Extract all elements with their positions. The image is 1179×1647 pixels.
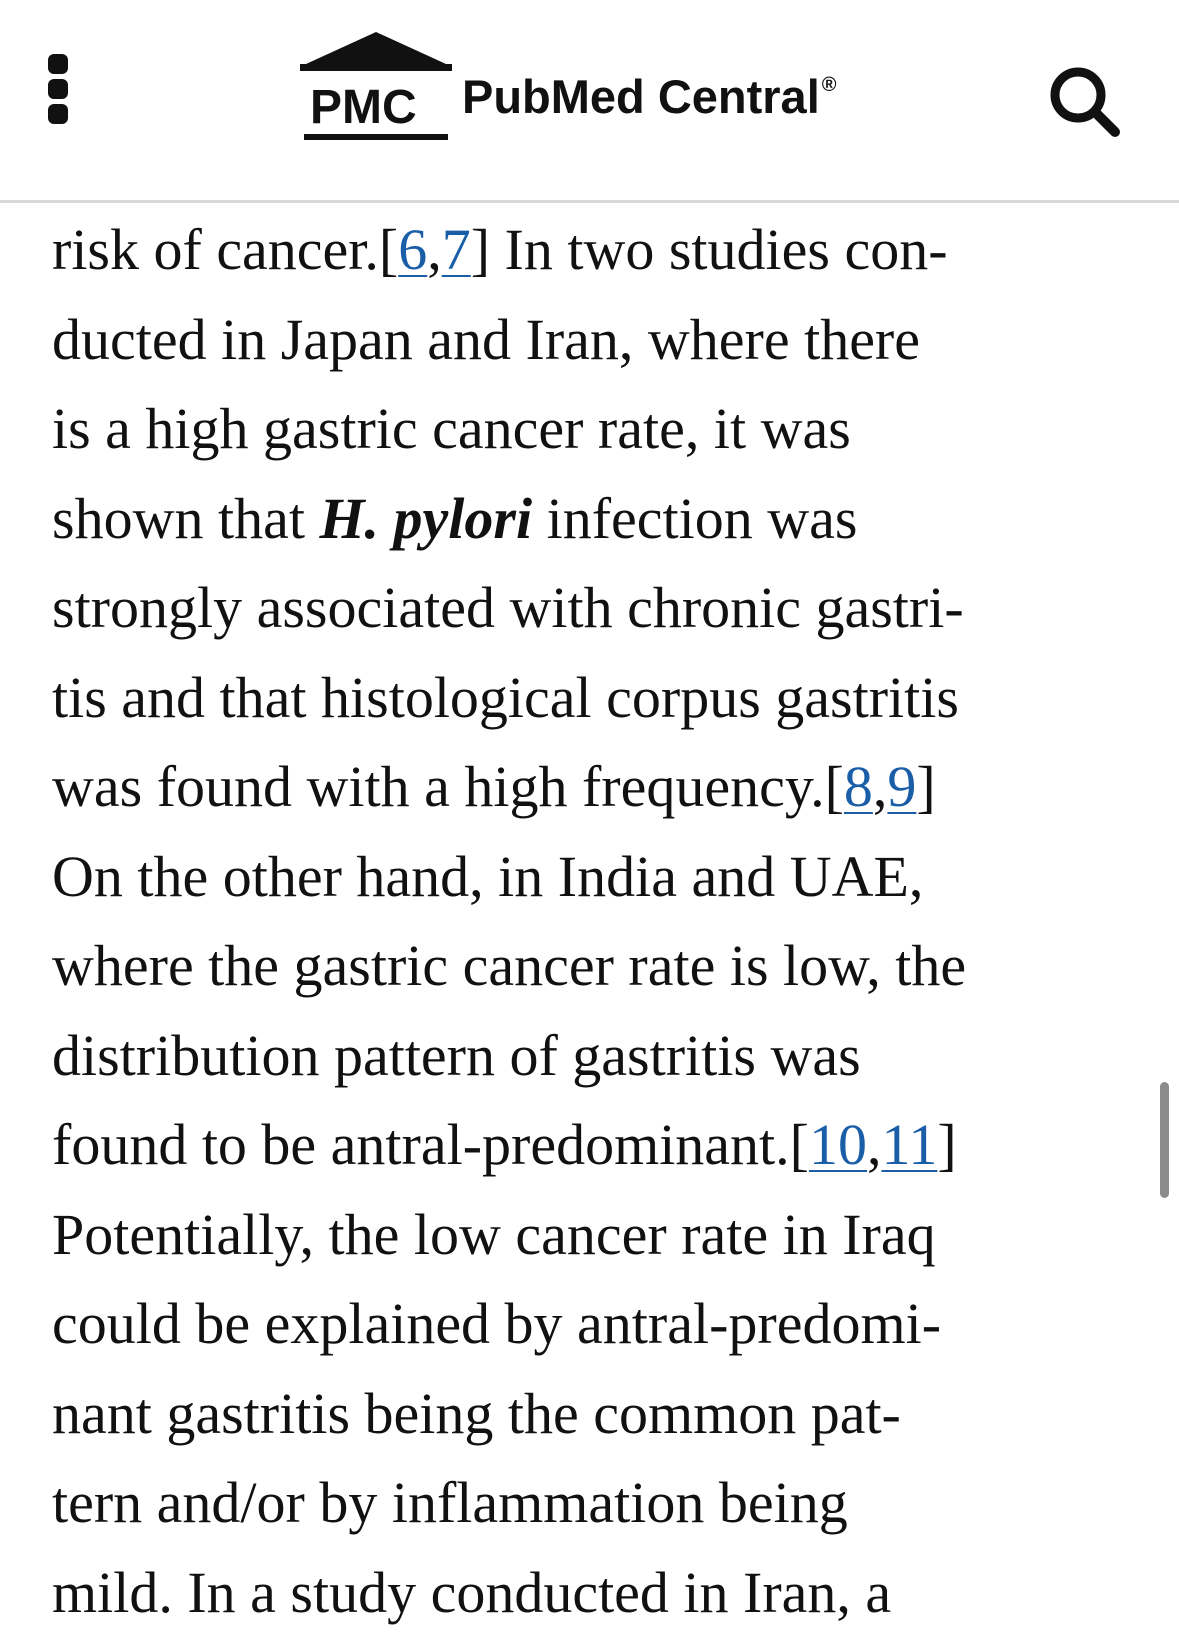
text-line <box>52 1458 1132 1548</box>
text-line <box>52 921 1132 1011</box>
text-line <box>52 832 1132 922</box>
text-segment: strongly associated with chronic gastri- <box>52 575 964 640</box>
text-segment: could be explained by antral-predomi- <box>52 1291 942 1356</box>
text-segment: Potentially, the low cancer rate in Iraq <box>52 1201 936 1267</box>
pmc-mark-text: PMC <box>310 81 417 134</box>
text-segment: mild. In a study conducted in Iran, a <box>52 1559 892 1625</box>
text-segment: nant gastritis being the common pat- <box>52 1380 901 1446</box>
text-line <box>52 205 1132 295</box>
pmc-roof-icon <box>300 30 452 74</box>
text-segment: , <box>427 217 442 282</box>
text-segment: infection was <box>532 485 858 551</box>
citation-link[interactable]: 10 <box>808 1112 867 1177</box>
text-segment: ducted in Japan and Iran, where there <box>52 306 920 372</box>
top-app-bar <box>0 0 1179 203</box>
text-segment: , <box>872 754 888 819</box>
text-line <box>52 474 1132 564</box>
text-segment: risk of cancer.[ <box>52 217 399 282</box>
text-line <box>52 1279 1132 1369</box>
registered-mark: ® <box>821 74 837 96</box>
text-segment: ] <box>937 1112 957 1177</box>
text-segment: found to be antral-predominant.[ <box>52 1112 809 1177</box>
text-segment: ] <box>916 754 936 819</box>
text-line <box>52 742 1132 832</box>
text-line <box>52 653 1132 743</box>
text-segment: distribution pattern of gastritis was <box>52 1022 861 1088</box>
text-segment: , <box>866 1112 882 1177</box>
citation-link[interactable]: 9 <box>887 754 917 819</box>
species-name: H. pylori <box>319 485 533 551</box>
pmc-underline <box>304 134 448 140</box>
text-line <box>52 1369 1132 1459</box>
citation-link[interactable]: 6 <box>398 217 428 282</box>
text-segment: is a high gastric cancer rate, it was <box>52 396 851 461</box>
text-segment: ] In two studies con- <box>470 217 948 282</box>
text-line <box>52 1011 1132 1101</box>
text-line <box>52 295 1132 385</box>
citation-link[interactable]: 8 <box>843 754 873 819</box>
text-line <box>52 563 1132 653</box>
article-body-text <box>52 205 1132 1637</box>
text-line <box>52 1190 1132 1280</box>
text-segment: shown that <box>52 485 320 551</box>
text-line <box>52 384 1132 474</box>
text-segment: where the gastric cancer rate is low, the <box>52 933 967 998</box>
text-line <box>52 1100 1132 1190</box>
text-segment: On the other hand, in India and UAE, <box>52 843 924 909</box>
text-segment: tern and/or by inflammation being <box>52 1470 848 1535</box>
vertical-dots-menu-icon[interactable] <box>44 54 72 124</box>
text-segment: was found with a high frequency.[ <box>52 754 844 819</box>
scrollbar-thumb[interactable] <box>1160 1082 1169 1198</box>
text-segment: tis and that histological corpus gastritis <box>52 664 959 730</box>
citation-link[interactable]: 11 <box>881 1112 938 1177</box>
search-icon[interactable] <box>1045 62 1125 142</box>
logo-name-text: PubMed Central <box>462 70 820 123</box>
logo-name <box>462 69 837 124</box>
citation-link[interactable]: 7 <box>441 217 471 282</box>
pmc-logo[interactable] <box>300 30 837 142</box>
pmc-building-logo-icon <box>300 30 452 142</box>
text-line <box>52 1548 1132 1638</box>
